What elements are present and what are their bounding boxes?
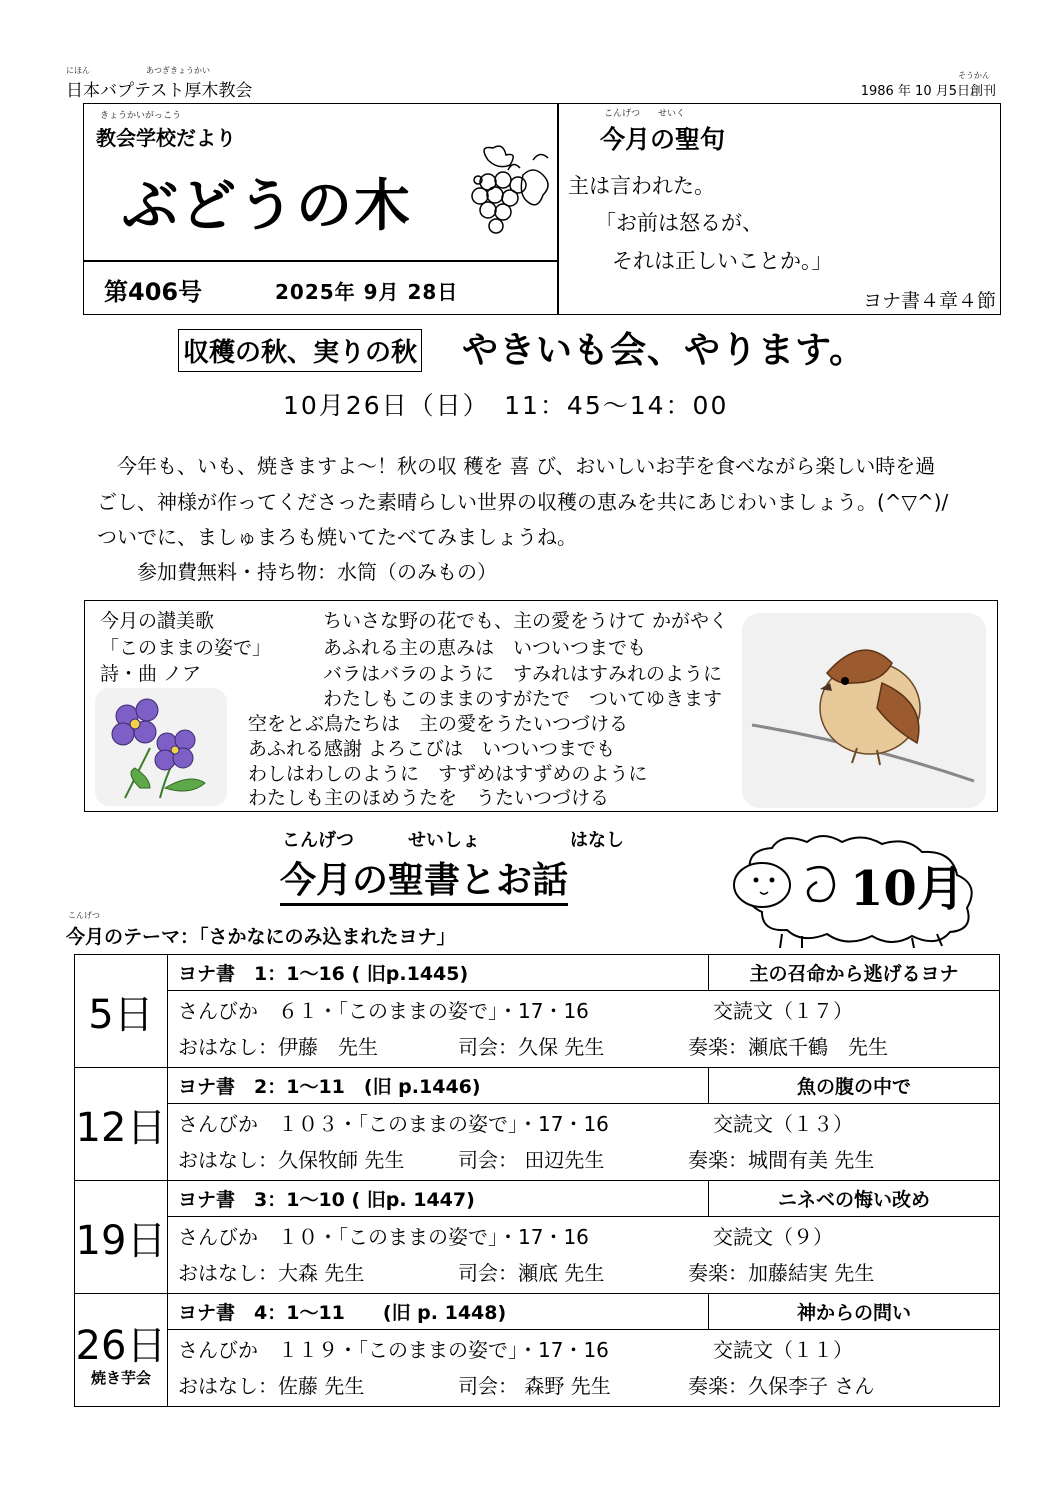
- hymn-line: わたしも主のほめうたを うたいつづける: [248, 787, 610, 809]
- verse-heading-ruby: こんげつ せいく: [604, 109, 686, 119]
- talk-speaker: おはなし：大森 先生: [178, 1261, 365, 1285]
- music-person: 奏楽：瀬底千鶴 先生: [688, 1035, 888, 1059]
- founded-date: 1986 年 10 月5日創刊: [860, 84, 996, 99]
- table-row: [75, 1217, 1000, 1294]
- divider: [557, 103, 559, 315]
- day-label: 26日: [75, 1323, 167, 1369]
- founded-ruby: そうかん: [958, 71, 990, 80]
- detail-cell: [168, 1330, 1000, 1407]
- talk-speaker: おはなし：久保牧師 先生: [178, 1148, 405, 1172]
- reading-cell: ヨナ書 1：1～16 ( 旧p.1445): [168, 955, 709, 991]
- newsletter-subtitle: 教会学校だより: [96, 126, 236, 150]
- hymn-label: 詩・曲 ノア: [100, 663, 202, 685]
- hymn-line: わしはわしのように すずめはすずめのように: [248, 763, 648, 785]
- hymn-line: ちいさな野の花でも、主の愛をうけて かがやく: [323, 610, 729, 632]
- theme-ruby: こんげつ: [68, 911, 100, 920]
- church-ruby: にほん あつぎきょうかい: [66, 66, 210, 75]
- verse-reference: ヨナ書４章４節: [862, 290, 996, 312]
- day-label: 19日: [75, 1217, 167, 1264]
- responsive-reading: 交読文（１３）: [713, 1112, 853, 1136]
- table-row: [75, 1294, 1000, 1330]
- verse-line: 「お前は怒るが、: [595, 211, 763, 235]
- table-row: [75, 1104, 1000, 1181]
- hymn-line: あふれる感謝 よろこびは いついつまでも: [248, 738, 616, 760]
- subtitle-ruby: きょうかいがっこう: [100, 111, 182, 121]
- responsive-reading: 交読文（１７）: [713, 999, 853, 1023]
- talk-speaker: おはなし：佐藤 先生: [178, 1374, 365, 1398]
- day-cell: [75, 955, 168, 1068]
- responsive-reading: 交読文（１１）: [713, 1338, 853, 1362]
- divider: [83, 260, 558, 262]
- responsive-reading: 交読文（９）: [713, 1225, 833, 1249]
- violet-flower-icon: [95, 688, 227, 806]
- day-cell: [75, 1181, 168, 1294]
- mc-person: 司会：瀬底 先生: [458, 1261, 605, 1285]
- music-person: 奏楽：城間有美 先生: [688, 1148, 875, 1172]
- day-label: 5日: [88, 991, 154, 1038]
- table-row: [75, 991, 1000, 1068]
- event-paragraph-line: 今年も、いも、焼きますよ～！秋の収 穫を 喜 び、おいしいお芋を食べながら楽しい時を過: [117, 454, 936, 478]
- issue-date: 2025年 9月 28日: [275, 280, 459, 304]
- reading-cell: ヨナ書 3：1～10 ( 旧p. 1447): [168, 1181, 709, 1217]
- day-note: 焼き芋会: [90, 1369, 151, 1387]
- hymn-line: 空をとぶ鳥たちは 主の愛をうたいつづける: [248, 713, 629, 735]
- music-person: 奏楽：久保李子 さん: [688, 1374, 875, 1398]
- day-cell: [75, 1068, 168, 1181]
- event-tag: 収穫の秋、実りの秋: [178, 329, 422, 372]
- detail-cell: [168, 1217, 1000, 1294]
- schedule-table: [74, 954, 1000, 1407]
- topic-cell: ニネベの悔い改め: [709, 1181, 1000, 1217]
- hymn-info: さんびか １０・「このままの姿で」・17・16: [178, 1225, 589, 1249]
- hymn-line: あふれる主の恵みは いついつまでも: [323, 637, 647, 659]
- topic-cell: 神からの問い: [709, 1294, 1000, 1330]
- table-row: [75, 1068, 1000, 1104]
- grape-icon: [448, 140, 554, 244]
- event-title: やきいも会、やります。: [462, 330, 867, 371]
- event-time: 10月26日（日） 11：45～14：00: [283, 391, 729, 420]
- mc-person: 司会： 森野 先生: [458, 1374, 611, 1398]
- bible-heading: 今月の聖書とお話: [280, 852, 568, 906]
- hymn-info: さんびか １０３・「このままの姿で」・17・16: [178, 1112, 609, 1136]
- hymn-info: さんびか ６１・「このままの姿で」・17・16: [178, 999, 589, 1023]
- monthly-theme: 今月のテーマ：「さかなにのみ込まれたヨナ」: [66, 926, 456, 948]
- verse-heading: 今月の聖句: [600, 125, 726, 154]
- hymn-label: 今月の讃美歌: [100, 610, 215, 632]
- reading-cell: ヨナ書 2：1～11 (旧 p.1446): [168, 1068, 709, 1104]
- table-row: [75, 955, 1000, 991]
- day-cell: [75, 1294, 168, 1407]
- verse-line: 主は言われた。: [568, 174, 715, 198]
- hymn-label: 「このままの姿で」: [100, 637, 272, 659]
- detail-cell: [168, 991, 1000, 1068]
- topic-cell: 魚の腹の中で: [709, 1068, 1000, 1104]
- mc-person: 司会：久保 先生: [458, 1035, 605, 1059]
- church-name: 日本バプテスト厚木教会: [66, 81, 253, 101]
- hymn-line: バラはバラのように すみれはすみれのように: [323, 663, 723, 685]
- hymn-info: さんびか １１９・「このままの姿で」・17・16: [178, 1338, 609, 1362]
- detail-cell: [168, 1104, 1000, 1181]
- talk-speaker: おはなし：伊藤 先生: [178, 1035, 378, 1059]
- event-paragraph-line: 参加費無料・持ち物：水筒（のみもの）: [137, 560, 497, 584]
- topic-cell: 主の召命から逃げるヨナ: [709, 955, 1000, 991]
- event-paragraph-line: ついでに、ましゅまろも焼いてたべてみましょうね。: [97, 525, 577, 549]
- hymn-line: わたしもこのままのすがたで ついてゆきます: [323, 688, 723, 710]
- music-person: 奏楽：加藤結実 先生: [688, 1261, 875, 1285]
- table-row: [75, 1181, 1000, 1217]
- bible-heading-ruby: こんげつ せいしょ はなし: [282, 830, 624, 851]
- table-row: [75, 1330, 1000, 1407]
- month-label: 10月: [850, 861, 965, 917]
- issue-number: 第406号: [104, 278, 203, 306]
- mc-person: 司会： 田辺先生: [458, 1148, 605, 1172]
- newsletter-title: ぶどうの木: [122, 174, 412, 239]
- reading-cell: ヨナ書 4：1～11 (旧 p. 1448): [168, 1294, 709, 1330]
- day-label: 12日: [75, 1104, 167, 1151]
- verse-line: それは正しいことか。」: [612, 249, 833, 273]
- event-paragraph-line: ごし、神様が作ってくださった素晴らしい世界の収穫の恵みを共にあじわいましょう。(^▽^)/: [97, 490, 949, 514]
- sparrow-icon: [742, 613, 986, 808]
